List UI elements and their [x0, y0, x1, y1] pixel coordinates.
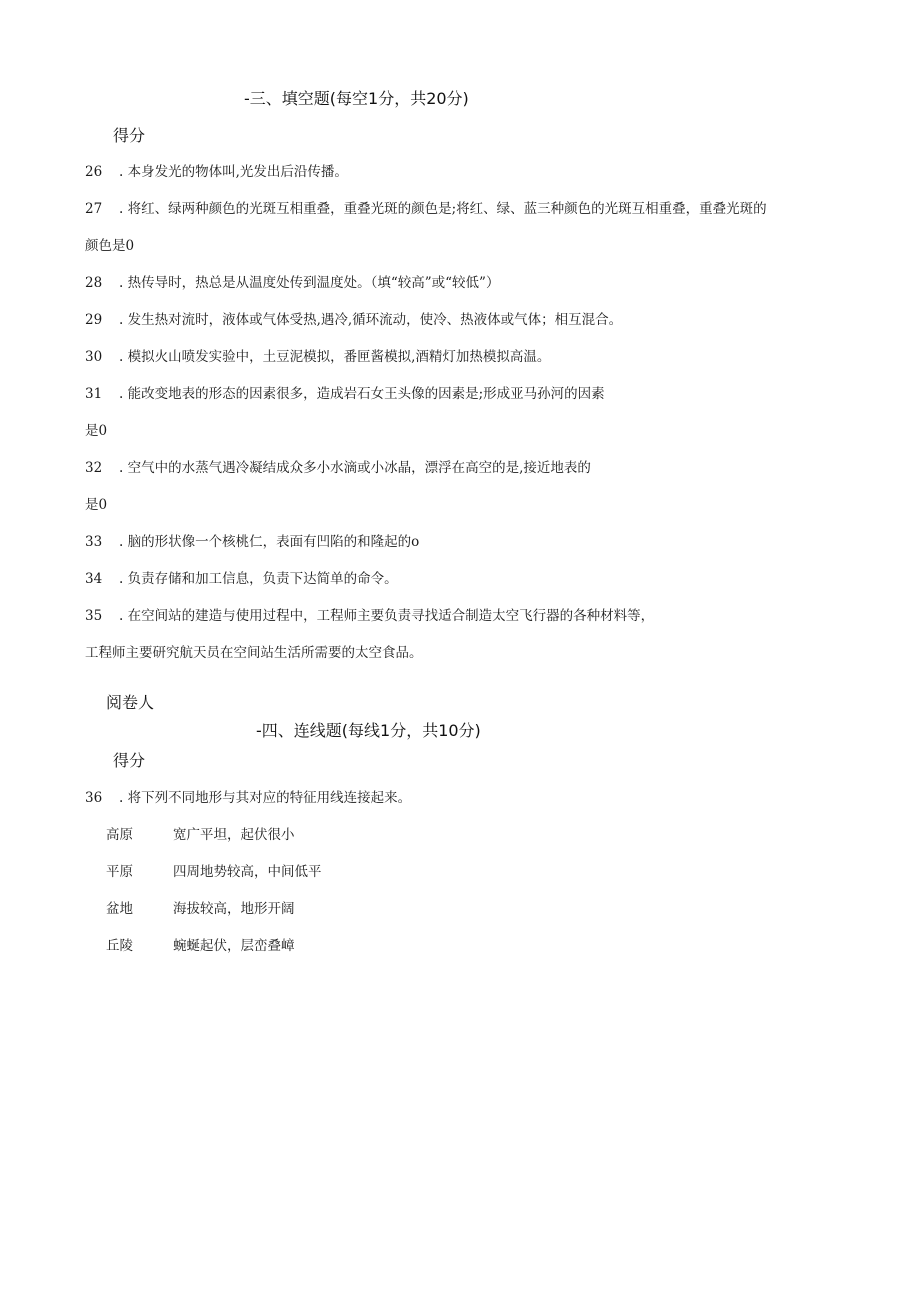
- landform-term: 丘陵: [106, 938, 133, 954]
- landform-feature: 四周地势较高，中间低平: [173, 864, 322, 880]
- landform-feature: 蜿蜒起伏，层峦叠嶂: [173, 938, 295, 954]
- question-28: [85, 271, 499, 291]
- question-27-continuation: 颜色是0: [85, 238, 135, 254]
- landform-term: 高原: [106, 827, 133, 843]
- question-31: [85, 382, 605, 402]
- question-text: . 能改变地表的形态的因素很多，造成岩石女王头像的因素是;形成亚马孙河的因素: [119, 386, 605, 402]
- landform-feature: 海拔较高，地形开阔: [173, 901, 295, 917]
- question-number: 27: [85, 201, 103, 217]
- section3-score-label: 得分: [113, 126, 146, 145]
- question-number: 32: [85, 460, 103, 476]
- question-text: . 热传导时，热总是从温度处传到温度处。（填“较高”或“较低”）: [119, 275, 500, 291]
- question-36: [85, 786, 411, 806]
- question-32-continuation: 是0: [85, 497, 108, 513]
- question-text: . 空气中的水蒸气遇冷凝结成众多小水滴或小冰晶，漂浮在高空的是,接近地表的: [119, 460, 591, 476]
- question-27: [85, 197, 767, 217]
- landform-feature: 宽广平坦，起伏很小: [173, 827, 295, 843]
- section4-score-label: 得分: [113, 751, 146, 770]
- section3-title: -三、填空题(每空1分，共20分): [244, 89, 469, 108]
- match-row: [106, 897, 295, 917]
- question-30: [85, 345, 550, 365]
- question-number: 33: [85, 534, 103, 550]
- section4-title: -四、连线题(每线1分，共10分): [256, 721, 481, 740]
- landform-term: 盆地: [106, 901, 133, 917]
- question-text: . 在空间站的建造与使用过程中，工程师主要负责寻找适合制造太空飞行器的各种材料等，: [119, 608, 655, 624]
- question-number: 31: [85, 386, 103, 402]
- match-row: [106, 934, 295, 954]
- question-35-continuation: 工程师主要研究航天员在空间站生活所需要的太空食品。: [85, 645, 423, 661]
- question-number: 26: [85, 164, 103, 180]
- question-31-continuation: 是0: [85, 423, 108, 439]
- match-row: [106, 860, 322, 880]
- question-text: . 发生热对流时，液体或气体受热,遇冷,循环流动，使冷、热液体或气体；相互混合。: [119, 312, 623, 328]
- question-33: [85, 530, 419, 550]
- question-number: 36: [85, 790, 103, 806]
- question-29: [85, 308, 622, 328]
- question-text: . 本身发光的物体叫,光发出后沿传播。: [119, 164, 348, 180]
- question-35: [85, 604, 654, 624]
- question-text: . 负责存储和加工信息，负责下达简单的命令。: [119, 571, 398, 587]
- question-text: . 模拟火山喷发实验中，土豆泥模拟，番匣酱模拟,酒精灯加热模拟高温。: [119, 349, 551, 365]
- question-26: [85, 160, 348, 180]
- landform-term: 平原: [106, 864, 133, 880]
- question-text: . 脑的形状像一个核桃仁，表面有凹陷的和隆起的o: [119, 534, 420, 550]
- question-number: 28: [85, 275, 103, 291]
- question-text: . 将红、绿两种颜色的光斑互相重叠，重叠光斑的颜色是;将红、绿、蓝三种颜色的光斑互相重叠，重叠光斑的: [119, 201, 767, 217]
- question-text: . 将下列不同地形与其对应的特征用线连接起来。: [119, 790, 412, 806]
- match-row: [106, 823, 295, 843]
- question-32: [85, 456, 591, 476]
- question-number: 29: [85, 312, 103, 328]
- question-34: [85, 567, 398, 587]
- reviewer-label: 阅卷人: [106, 693, 155, 712]
- question-number: 35: [85, 608, 103, 624]
- question-number: 34: [85, 571, 103, 587]
- question-number: 30: [85, 349, 103, 365]
